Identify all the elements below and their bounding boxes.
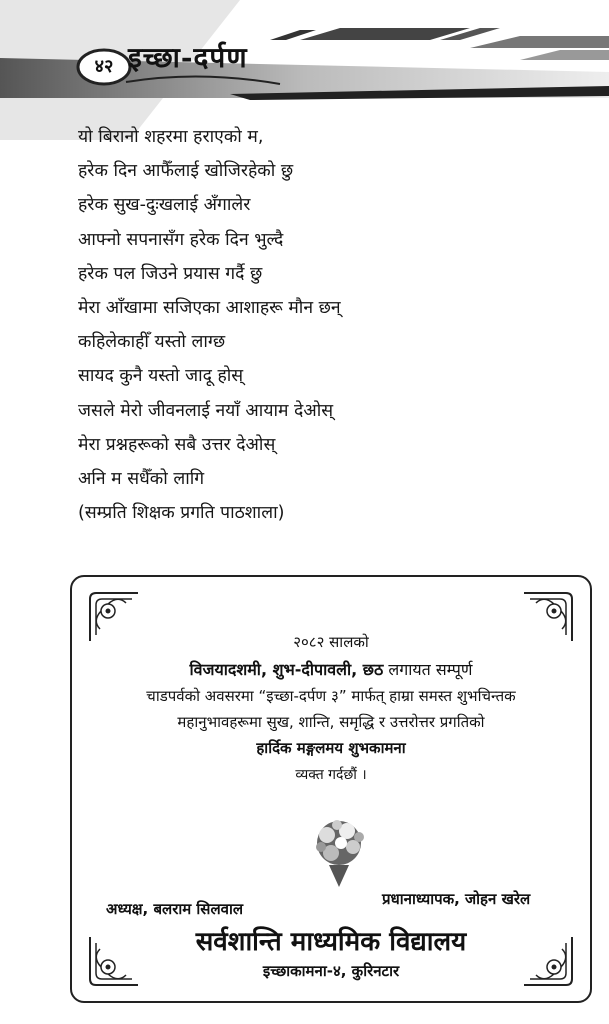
book-title: इच्छा-दर्पण xyxy=(128,41,248,74)
greeting-line: चाडपर्वको अवसरमा “इच्छा-दर्पण ३” मार्फत् हाम्रा समस्त शुभचिन्तक xyxy=(146,687,516,705)
poem-line: सायद कुनै यस्तो जादू होस् xyxy=(78,366,244,387)
principal-signature: प्रधानाध्यापक, जोहन खरेल xyxy=(382,890,531,908)
year-line: २०८२ सालको xyxy=(293,633,369,651)
school-address: इच्छाकामना-४, कुरिनटार xyxy=(262,962,400,980)
poem-line: मेरा आँखामा सजिएका आशाहरू मौन छन् xyxy=(78,297,341,318)
greeting-wishes: हार्दिक मङ्गलमय शुभकामना xyxy=(256,739,406,757)
festival-names: विजयादशमी, शुभ-दीपावली, छठ xyxy=(189,660,384,679)
poem-line: हरेक सुख-दुःखलाई अँगालेर xyxy=(78,195,251,216)
poem-author-note: (सम्प्रति शिक्षक प्रगति पाठशाला) xyxy=(78,503,285,524)
poem-line: मेरा प्रश्नहरूको सबै उत्तर देओस् xyxy=(78,434,276,455)
greeting-line: महानुभावहरूमा सुख, शान्ति, समृद्धि र उत्तरोत्तर प्रगतिको xyxy=(177,713,485,731)
greeting-advertisement xyxy=(70,575,592,1003)
poem-line: आफ्नो सपनासँग हरेक दिन भुल्दै xyxy=(78,229,284,250)
poem xyxy=(78,120,558,530)
poem-line: हरेक पल जिउने प्रयास गर्दै छु xyxy=(78,263,263,284)
school-name: सर्वशान्ति माध्यमिक विद्यालय xyxy=(195,927,467,957)
page-number: ४२ xyxy=(94,56,114,77)
page-header xyxy=(0,0,609,140)
flower-bouquet-icon xyxy=(299,815,379,887)
festival-rest: लगायत सम्पूर्ण xyxy=(383,660,473,679)
poem-line: अनि म सधैँको लागि xyxy=(78,468,205,489)
poem-line: जसले मेरो जीवनलाई नयाँ आयाम देओस् xyxy=(78,400,334,421)
poem-line: हरेक दिन आफैँलाई खोजिरहेको छु xyxy=(78,161,294,182)
poem-line: कहिलेकाहीँ यस्तो लाग्छ xyxy=(78,332,226,353)
chairman-signature: अध्यक्ष, बलराम सिलवाल xyxy=(106,900,244,918)
festival-line xyxy=(72,658,590,680)
greeting-closing: व्यक्त गर्दछौं । xyxy=(295,767,367,783)
poem-line: यो बिरानो शहरमा हराएको म, xyxy=(78,127,264,147)
